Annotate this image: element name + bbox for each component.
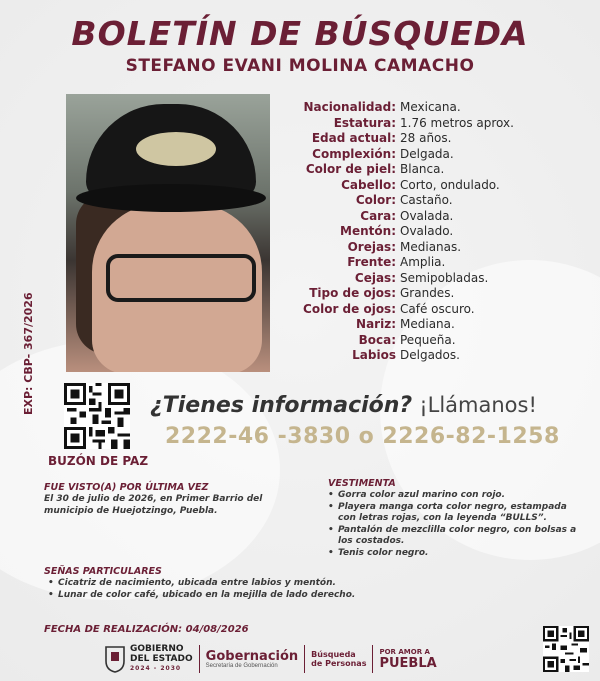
expediente-number: EXP: CBP- 367/2026 [22, 292, 35, 415]
physical-details [286, 100, 586, 364]
background-decoration [0, 340, 280, 600]
detail-value: Ovalado. [400, 224, 454, 238]
detail-row [286, 116, 586, 132]
detail-value: Corto, ondulado. [400, 177, 500, 192]
detail-value: Mexicana. [400, 100, 461, 114]
gob-line2: DEL ESTADO [130, 654, 193, 664]
state-seal-icon [104, 645, 126, 673]
missing-person-name: STEFANO EVANI MOLINA CAMACHO [125, 56, 475, 76]
detail-value: Amplia. [400, 255, 446, 269]
expediente-container [22, 292, 36, 415]
footer-logos [104, 640, 437, 678]
detail-row [286, 224, 586, 240]
photo-cap-badge [136, 132, 216, 166]
detail-label: Estatura: [333, 115, 396, 130]
detail-value: Grandes. [400, 286, 455, 300]
detail-label: Nacionalidad: [303, 100, 396, 114]
detail-value: Semipobladas. [400, 270, 489, 285]
detail-value: 1.76 metros aprox. [400, 115, 514, 130]
detail-row [286, 193, 586, 209]
detail-label: Orejas: [347, 239, 396, 254]
qr-code-icon [543, 626, 589, 672]
detail-value: 28 años. [400, 131, 452, 145]
detail-label: Tipo de ojos: [309, 286, 396, 300]
detail-row [286, 348, 586, 364]
detail-value: Ovalada. [400, 208, 454, 223]
list-item: • Cicatriz de nacimiento, ubicada entre labios y mentón. [48, 578, 388, 590]
gobernacion-subtext: Secretaría de Gobernación [205, 662, 278, 669]
detail-label: Color de ojos: [303, 301, 396, 316]
gob-line1: GOBIERNO [130, 644, 184, 654]
vestimenta-heading: VESTIMENTA [328, 478, 396, 489]
person-photo [66, 94, 270, 372]
photo-glasses [106, 254, 256, 302]
qr-code-footer[interactable] [543, 626, 589, 672]
detail-value: Mediana. [400, 317, 455, 331]
phone-numbers[interactable]: 2222-46 -3830 o 2226-82-1258 [165, 424, 560, 449]
detail-value: Pequeña. [400, 332, 456, 347]
photo-cap-brim [76, 184, 266, 212]
list-item: • Lunar de color café, ubicado en la mejilla de lado derecho. [48, 590, 388, 602]
fecha-realizacion: FECHA DE REALIZACIÓN: 04/08/2026 [44, 624, 249, 635]
detail-value: Castaño. [400, 193, 453, 207]
detail-label: Mentón: [340, 224, 396, 238]
detail-label: Frente: [347, 255, 396, 269]
detail-row [286, 209, 586, 225]
bulletin-title: BOLETÍN DE BÚSQUEDA [71, 14, 529, 53]
detail-row [286, 147, 586, 163]
detail-label: Cabello: [341, 177, 396, 192]
puebla-text: PUEBLA [379, 656, 437, 671]
detail-label: Labios [352, 348, 396, 362]
detail-label: Cejas: [354, 270, 396, 285]
gob-years: 2024 - 2030 [130, 665, 182, 672]
last-seen-text: El 30 de julio de 2026, en Primer Barrio del municipio de Huejotzingo, Puebla. [44, 494, 263, 516]
list-item: • Playera manga corta color negro, estampada con letras rojas, con la leyenda “BULLS”. [328, 502, 578, 525]
detail-value: Delgados. [400, 348, 460, 362]
detail-value: Delgada. [400, 146, 454, 161]
detail-value: Medianas. [400, 239, 462, 254]
senas-heading: SEÑAS PARTICULARES [44, 566, 162, 577]
last-seen-heading: FUE VISTO(A) POR ÚLTIMA VEZ [44, 482, 209, 493]
detail-label: Nariz: [356, 317, 396, 331]
detail-value: Blanca. [400, 162, 445, 176]
busqueda-logo [311, 650, 366, 668]
detail-label: Edad actual: [311, 131, 396, 145]
divider [372, 645, 373, 673]
busqueda-line1: Búsqueda [311, 650, 356, 659]
detail-label: Complexión: [312, 146, 396, 161]
buzon-de-paz-label: BUZÓN DE PAZ [47, 454, 149, 468]
detail-row [286, 178, 586, 194]
divider [199, 645, 200, 673]
detail-row [286, 131, 586, 147]
detail-row [286, 317, 586, 333]
list-item: • Gorra color azul marino con rojo. [328, 490, 578, 502]
qr-code[interactable] [64, 383, 130, 449]
gobierno-text [130, 644, 193, 674]
detail-label: Color: [355, 193, 396, 207]
detail-row [286, 240, 586, 256]
divider [304, 645, 305, 673]
senas-list [48, 578, 388, 601]
gobernacion-text: Gobernación [205, 648, 299, 664]
detail-row [286, 271, 586, 287]
detail-value: Café oscuro. [400, 301, 475, 316]
list-item: • Tenis color negro. [328, 548, 578, 560]
call-text: ¡Llámanos! [419, 393, 537, 417]
detail-label: Boca: [358, 332, 396, 347]
poramor-text: POR AMOR A [379, 648, 430, 656]
vestimenta-list [328, 490, 578, 559]
por-amor-logo [379, 648, 436, 670]
detail-label: Cara: [360, 208, 396, 223]
gobernacion-logo [206, 650, 299, 669]
detail-row [286, 162, 586, 178]
detail-row [286, 255, 586, 271]
detail-row [286, 333, 586, 349]
question-text: ¿Tienes información? [150, 393, 413, 418]
list-item: • Pantalón de mezclilla color negro, con bolsas a los costados. [328, 525, 578, 548]
detail-row [286, 286, 586, 302]
gobierno-logo [104, 644, 193, 674]
qr-code-icon [64, 383, 130, 449]
detail-label: Color de piel: [305, 162, 396, 176]
info-question [150, 393, 537, 418]
detail-row [286, 302, 586, 318]
detail-row [286, 100, 586, 116]
busqueda-line2: de Personas [311, 659, 367, 668]
